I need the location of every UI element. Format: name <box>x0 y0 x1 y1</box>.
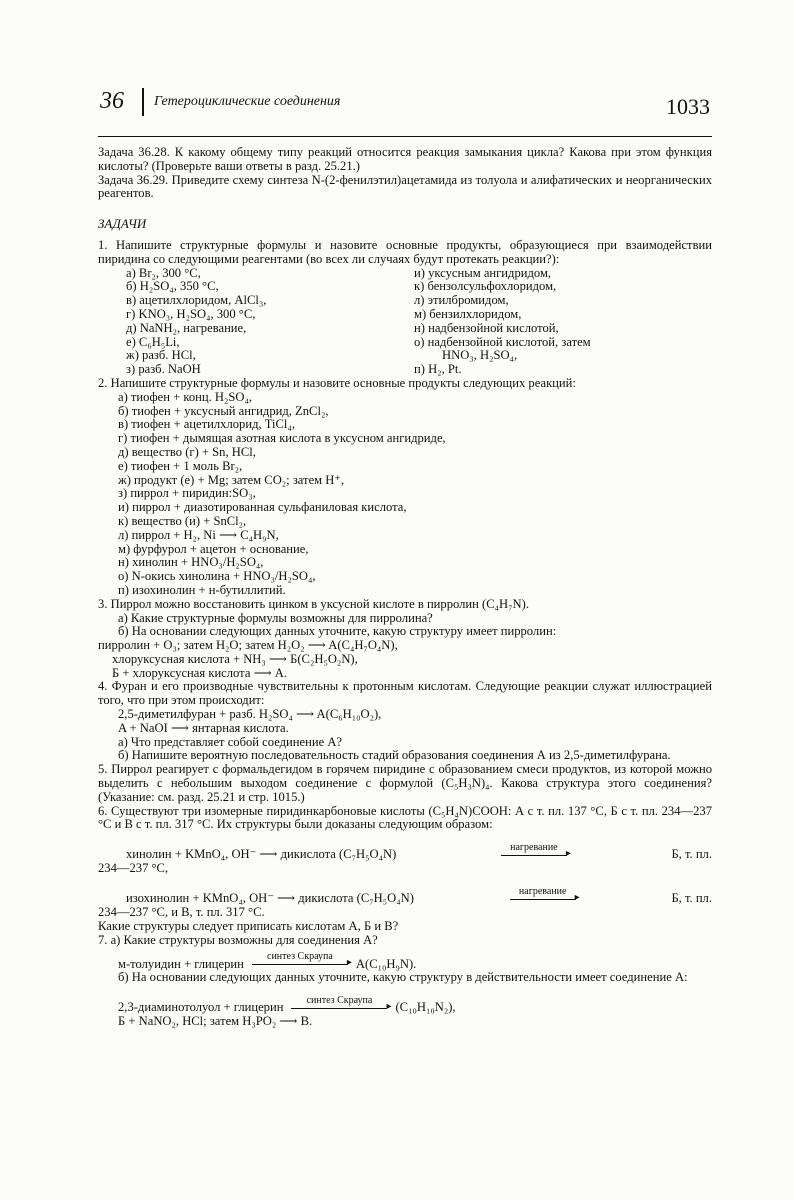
problem-2-list <box>98 391 712 598</box>
list-item: г) KNO₃, H₂SO₄, 300 °C, <box>126 306 256 321</box>
list-item: е) C₆H₅Li, <box>126 334 180 349</box>
list-item: л) этилбромидом, <box>414 293 509 308</box>
section-title: ЗАДАЧИ <box>98 216 147 232</box>
problem-3-reaction-1: пирролин + O₃; затем H₂O; затем H₂O₂ ⟶ A(C₄H₇O₄N), <box>98 638 398 653</box>
problem-6-question: Какие структуры следует приписать кислотам А, Б и В? <box>98 918 399 933</box>
problem-6-intro: 6. Существуют три изомерные пиридинкарбоновые кислоты (C₅H₄N)COOH: А с т. пл. 137 °C, Б с т. пл. 234—237 °C и В с т. пл. 317 °C. Их структуры были доказаны следующим образом: <box>98 803 712 832</box>
equation-left: изохинолин + KMnO₄, OH⁻ ⟶ дикислота (C₇H₅O₄N) <box>126 891 414 906</box>
list-item: а) Br₂, 300 °C, <box>126 265 201 280</box>
equation-left: 2,3-диаминотолуол + глицерин <box>118 1000 284 1015</box>
heating-arrow <box>501 842 567 862</box>
problem-4-b: б) Напишите вероятную последовательность стадий образования соединения А из 2,5-диметилфурана. <box>118 748 671 763</box>
list-item: б) тиофен + уксусный ангидрид, ZnCl₂, <box>118 403 329 418</box>
list-item: з) пиррол + пиридин:SO₃, <box>118 486 256 501</box>
list-item: и) уксусным ангидридом, <box>414 265 552 280</box>
problem-7-reaction-2 <box>98 995 712 1015</box>
list-item: г) тиофен + дымящая азотная кислота в уксусном ангидриде, <box>118 431 446 446</box>
task-36-28: Задача 36.28. К какому общему типу реакций относится реакция замыкания цикла? Какова при этом функция кислоты? (Проверьте ваши ответы в разд. 25.21.) <box>98 145 712 173</box>
list-item: ж) разб. HCl, <box>126 348 196 363</box>
list-item: м) бензилхлоридом, <box>414 306 522 321</box>
running-title: Гетероциклические соединения <box>154 94 341 109</box>
problem-1-intro: 1. Напишите структурные формулы и назовите основные продукты, образующиеся при взаимодействии пиридина со следующими реагентами (во всех ли случаях будут протекать реакции?): <box>98 237 712 266</box>
list-item: н) хинолин + HNO₃/H₂SO₄, <box>118 555 264 570</box>
list-item: д) вещество (г) + Sn, HCl, <box>118 444 256 459</box>
problem-1-right-column <box>394 267 712 377</box>
equation-right: (C₁₀H₁₀N₂), <box>395 1000 456 1015</box>
problem-4-reaction-1: 2,5-диметилфуран + разб. H₂SO₄ ⟶ A(C₆H₁₀O₂), <box>118 707 382 722</box>
problem-1-options <box>98 267 712 377</box>
arrow-label: нагревание <box>510 842 558 854</box>
skraup-arrow <box>291 995 387 1015</box>
problem-3-reaction-3: Б + хлоруксусная кислота ⟶ A. <box>112 665 288 680</box>
list-item: к) бензолсульфохлоридом, <box>414 279 557 294</box>
problem-6-equation-1 <box>98 842 712 862</box>
list-item: б) H₂SO₄, 350 °C, <box>126 279 219 294</box>
list-item: з) разб. NaOH <box>126 362 201 377</box>
skraup-arrow <box>252 951 348 971</box>
equation-right: A(C₁₀H₉N). <box>355 956 417 971</box>
equation-right: Б, т. пл. <box>671 847 712 862</box>
problem-3-a: а) Какие структурные формулы возможны для пирролина? <box>118 610 433 625</box>
problem-5-text: 5. Пиррол реагирует с формальдегидом в горячем пиридине с образованием смеси продуктов, из которой можно выделить с небольшим выходом соединение с формулой (C₅H₃N)₄. Какова структура этого соединения? (Указание: см. разд. 25.21 и стр. 1015.) <box>98 762 712 804</box>
list-item: в) тиофен + ацетилхлорид, TiCl₄, <box>118 417 295 432</box>
equation-left: хинолин + KMnO₄, OH⁻ ⟶ дикислота (C₇H₅O₄N) <box>126 847 397 862</box>
list-item: HNO₃, H₂SO₄, <box>442 348 518 363</box>
list-item: к) вещество (и) + SnCl₂, <box>118 513 247 528</box>
arrow-label: синтез Скраупа <box>267 951 333 963</box>
problem-7-a: 7. а) Какие структуры возможны для соединения А? <box>98 932 378 947</box>
problem-2-intro: 2. Напишите структурные формулы и назовите основные продукты следующих реакций: <box>98 375 576 390</box>
problem-7-reaction-3: Б + NaNO₂, HCl; затем H₃PO₂ ⟶ B. <box>118 1014 313 1029</box>
problem-4-intro: 4. Фуран и его производные чувствительны к протонным кислотам. Следующие реакции служат иллюстрацией того, что при этом происходит: <box>98 679 712 708</box>
page-body <box>98 146 712 1029</box>
problem-1-left-column <box>98 267 394 377</box>
heating-arrow <box>510 886 576 906</box>
list-item: о) надбензойной кислотой, затем <box>414 334 591 349</box>
problem-3-reaction-2: хлоруксусная кислота + NH₃ ⟶ Б(C₂H₅O₂N), <box>112 651 358 666</box>
list-item: д) NaNH₂, нагревание, <box>126 320 247 335</box>
list-item: п) изохинолин + н-бутиллитий. <box>118 582 286 597</box>
list-item: л) пиррол + H₂, Ni ⟶ C₄H₉N, <box>118 527 279 542</box>
task-36-29: Задача 36.29. Приведите схему синтеза N-(2-фенилэтил)ацетамида из толуола и алифатических и неорганических реагентов. <box>98 172 712 201</box>
list-item: о) N-окись хинолина + HNO₃/H₂SO₄, <box>118 569 316 584</box>
list-item: м) фурфурол + ацетон + основание, <box>118 541 309 556</box>
chapter-number: 36 <box>100 88 124 114</box>
list-item: и) пиррол + диазотированная сульфаниловая кислота, <box>118 500 407 515</box>
list-item: в) ацетилхлоридом, AlCl₃, <box>126 293 267 308</box>
list-item: ж) продукт (е) + Mg; затем CO₂; затем H⁺, <box>118 472 345 487</box>
problem-6-equation-2 <box>98 886 712 906</box>
equation-left: м-толуидин + глицерин <box>118 956 244 971</box>
list-item: н) надбензойной кислотой, <box>414 320 559 335</box>
problem-4-reaction-2: A + NaOI ⟶ янтарная кислота. <box>118 720 289 735</box>
page-header <box>98 88 710 128</box>
problem-7-b: б) На основании следующих данных уточните, какую структуру в действительности имеет соединение А: <box>118 970 688 985</box>
equation-right: Б, т. пл. <box>671 891 712 906</box>
list-item: а) тиофен + конц. H₂SO₄, <box>118 389 253 404</box>
problem-3-intro: 3. Пиррол можно восстановить цинком в уксусной кислоте в пирролин (C₄H₇N). <box>98 596 529 611</box>
problem-3-b: б) На основании следующих данных уточните, какую структуру имеет пирролин: <box>118 624 557 639</box>
header-rule <box>98 136 712 137</box>
problem-6-equation-2-cont: 234—237 °C, и В, т. пл. 317 °C. <box>98 905 265 920</box>
problem-6-equation-1-cont: 234—237 °C, <box>98 861 169 876</box>
problem-7-reaction-1 <box>98 951 712 971</box>
problem-4-a: а) Что представляет собой соединение А? <box>118 734 343 749</box>
arrow-label: нагревание <box>518 886 567 898</box>
list-item: п) H₂, Pt. <box>414 362 462 377</box>
arrow-label: синтез Скраупа <box>306 995 373 1007</box>
list-item: е) тиофен + 1 моль Br₂, <box>118 458 243 473</box>
page-number: 1033 <box>666 94 710 119</box>
header-divider <box>142 88 144 116</box>
